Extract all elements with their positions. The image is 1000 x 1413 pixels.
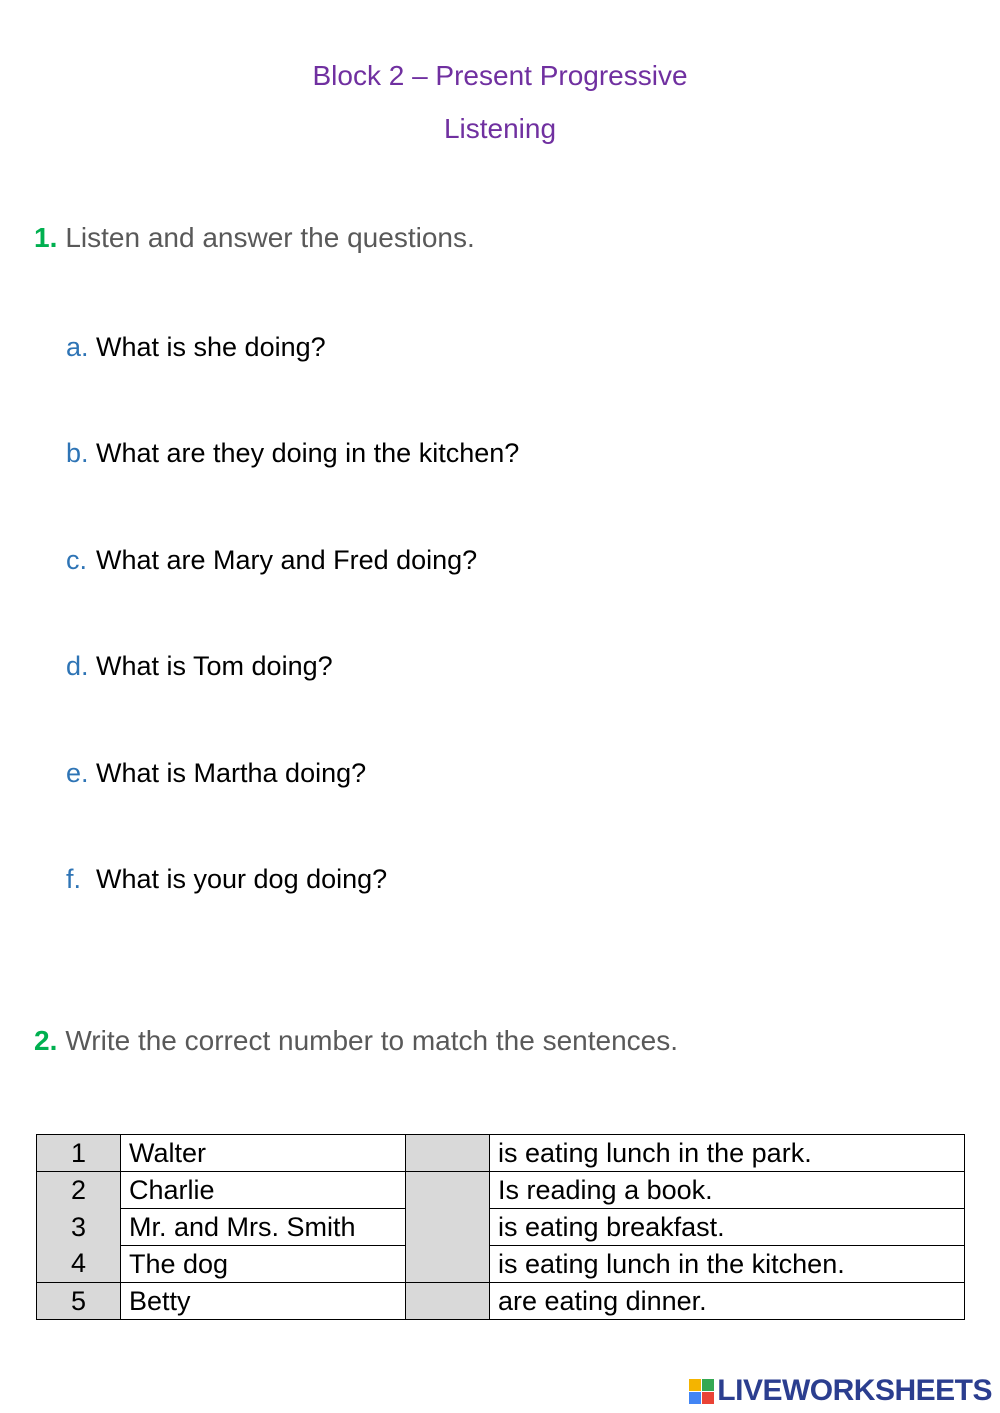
row-name: Mr. and Mrs. Smith: [121, 1209, 406, 1246]
liveworksheets-brand[interactable]: [689, 1374, 992, 1408]
row-name: Betty: [121, 1283, 406, 1320]
row-sentence: is eating lunch in the park.: [490, 1135, 965, 1172]
question-e: [66, 758, 366, 789]
row-sentence: Is reading a book.: [490, 1172, 965, 1209]
table-row: [37, 1209, 965, 1246]
answer-box[interactable]: [406, 1246, 490, 1283]
question-a: [66, 332, 326, 363]
table-row: [37, 1246, 965, 1283]
question-letter: d.: [66, 651, 89, 681]
question-letter: c.: [66, 545, 88, 575]
question-f: [66, 864, 387, 895]
answer-box[interactable]: [406, 1283, 490, 1320]
table-row: [37, 1172, 965, 1209]
section-2-instruction: Write the correct number to match the sentences.: [65, 1025, 679, 1056]
liveworksheets-logo-icon: [689, 1379, 714, 1404]
question-c: [66, 545, 477, 576]
answer-box[interactable]: [406, 1135, 490, 1172]
section-1-number: 1.: [34, 222, 58, 253]
question-letter: b.: [66, 438, 89, 468]
question-b: [66, 438, 519, 469]
row-sentence: are eating dinner.: [490, 1283, 965, 1320]
section-2-heading: [34, 1025, 678, 1057]
question-text: What are they doing in the kitchen?: [96, 438, 520, 468]
row-name: Charlie: [121, 1172, 406, 1209]
section-2-number: 2.: [34, 1025, 58, 1056]
row-sentence: is eating lunch in the kitchen.: [490, 1246, 965, 1283]
question-text: What is Martha doing?: [96, 758, 367, 788]
row-name: Walter: [121, 1135, 406, 1172]
section-1-instruction: Listen and answer the questions.: [65, 222, 475, 253]
page-title: Block 2 – Present Progressive: [312, 60, 688, 91]
question-text: What are Mary and Fred doing?: [96, 545, 478, 575]
question-letter: a.: [66, 332, 89, 362]
row-number: 4: [37, 1246, 121, 1283]
section-1-heading: [34, 222, 475, 254]
row-sentence: is eating breakfast.: [490, 1209, 965, 1246]
question-d: [66, 651, 333, 682]
question-text: What is your dog doing?: [96, 864, 388, 894]
question-letter: f.: [66, 864, 82, 894]
row-number: 2: [37, 1172, 121, 1209]
answer-box[interactable]: [406, 1172, 490, 1209]
row-number: 1: [37, 1135, 121, 1172]
table-row: [37, 1283, 965, 1320]
question-letter: e.: [66, 758, 89, 788]
row-number: 3: [37, 1209, 121, 1246]
table-row: [37, 1135, 965, 1172]
question-text: What is Tom doing?: [96, 651, 333, 681]
row-number: 5: [37, 1283, 121, 1320]
answer-box[interactable]: [406, 1209, 490, 1246]
question-text: What is she doing?: [96, 332, 326, 362]
brand-text: LIVEWORKSHEETS: [717, 1374, 992, 1407]
row-name: The dog: [121, 1246, 406, 1283]
page-subtitle: Listening: [443, 113, 557, 144]
matching-table: [36, 1134, 965, 1320]
